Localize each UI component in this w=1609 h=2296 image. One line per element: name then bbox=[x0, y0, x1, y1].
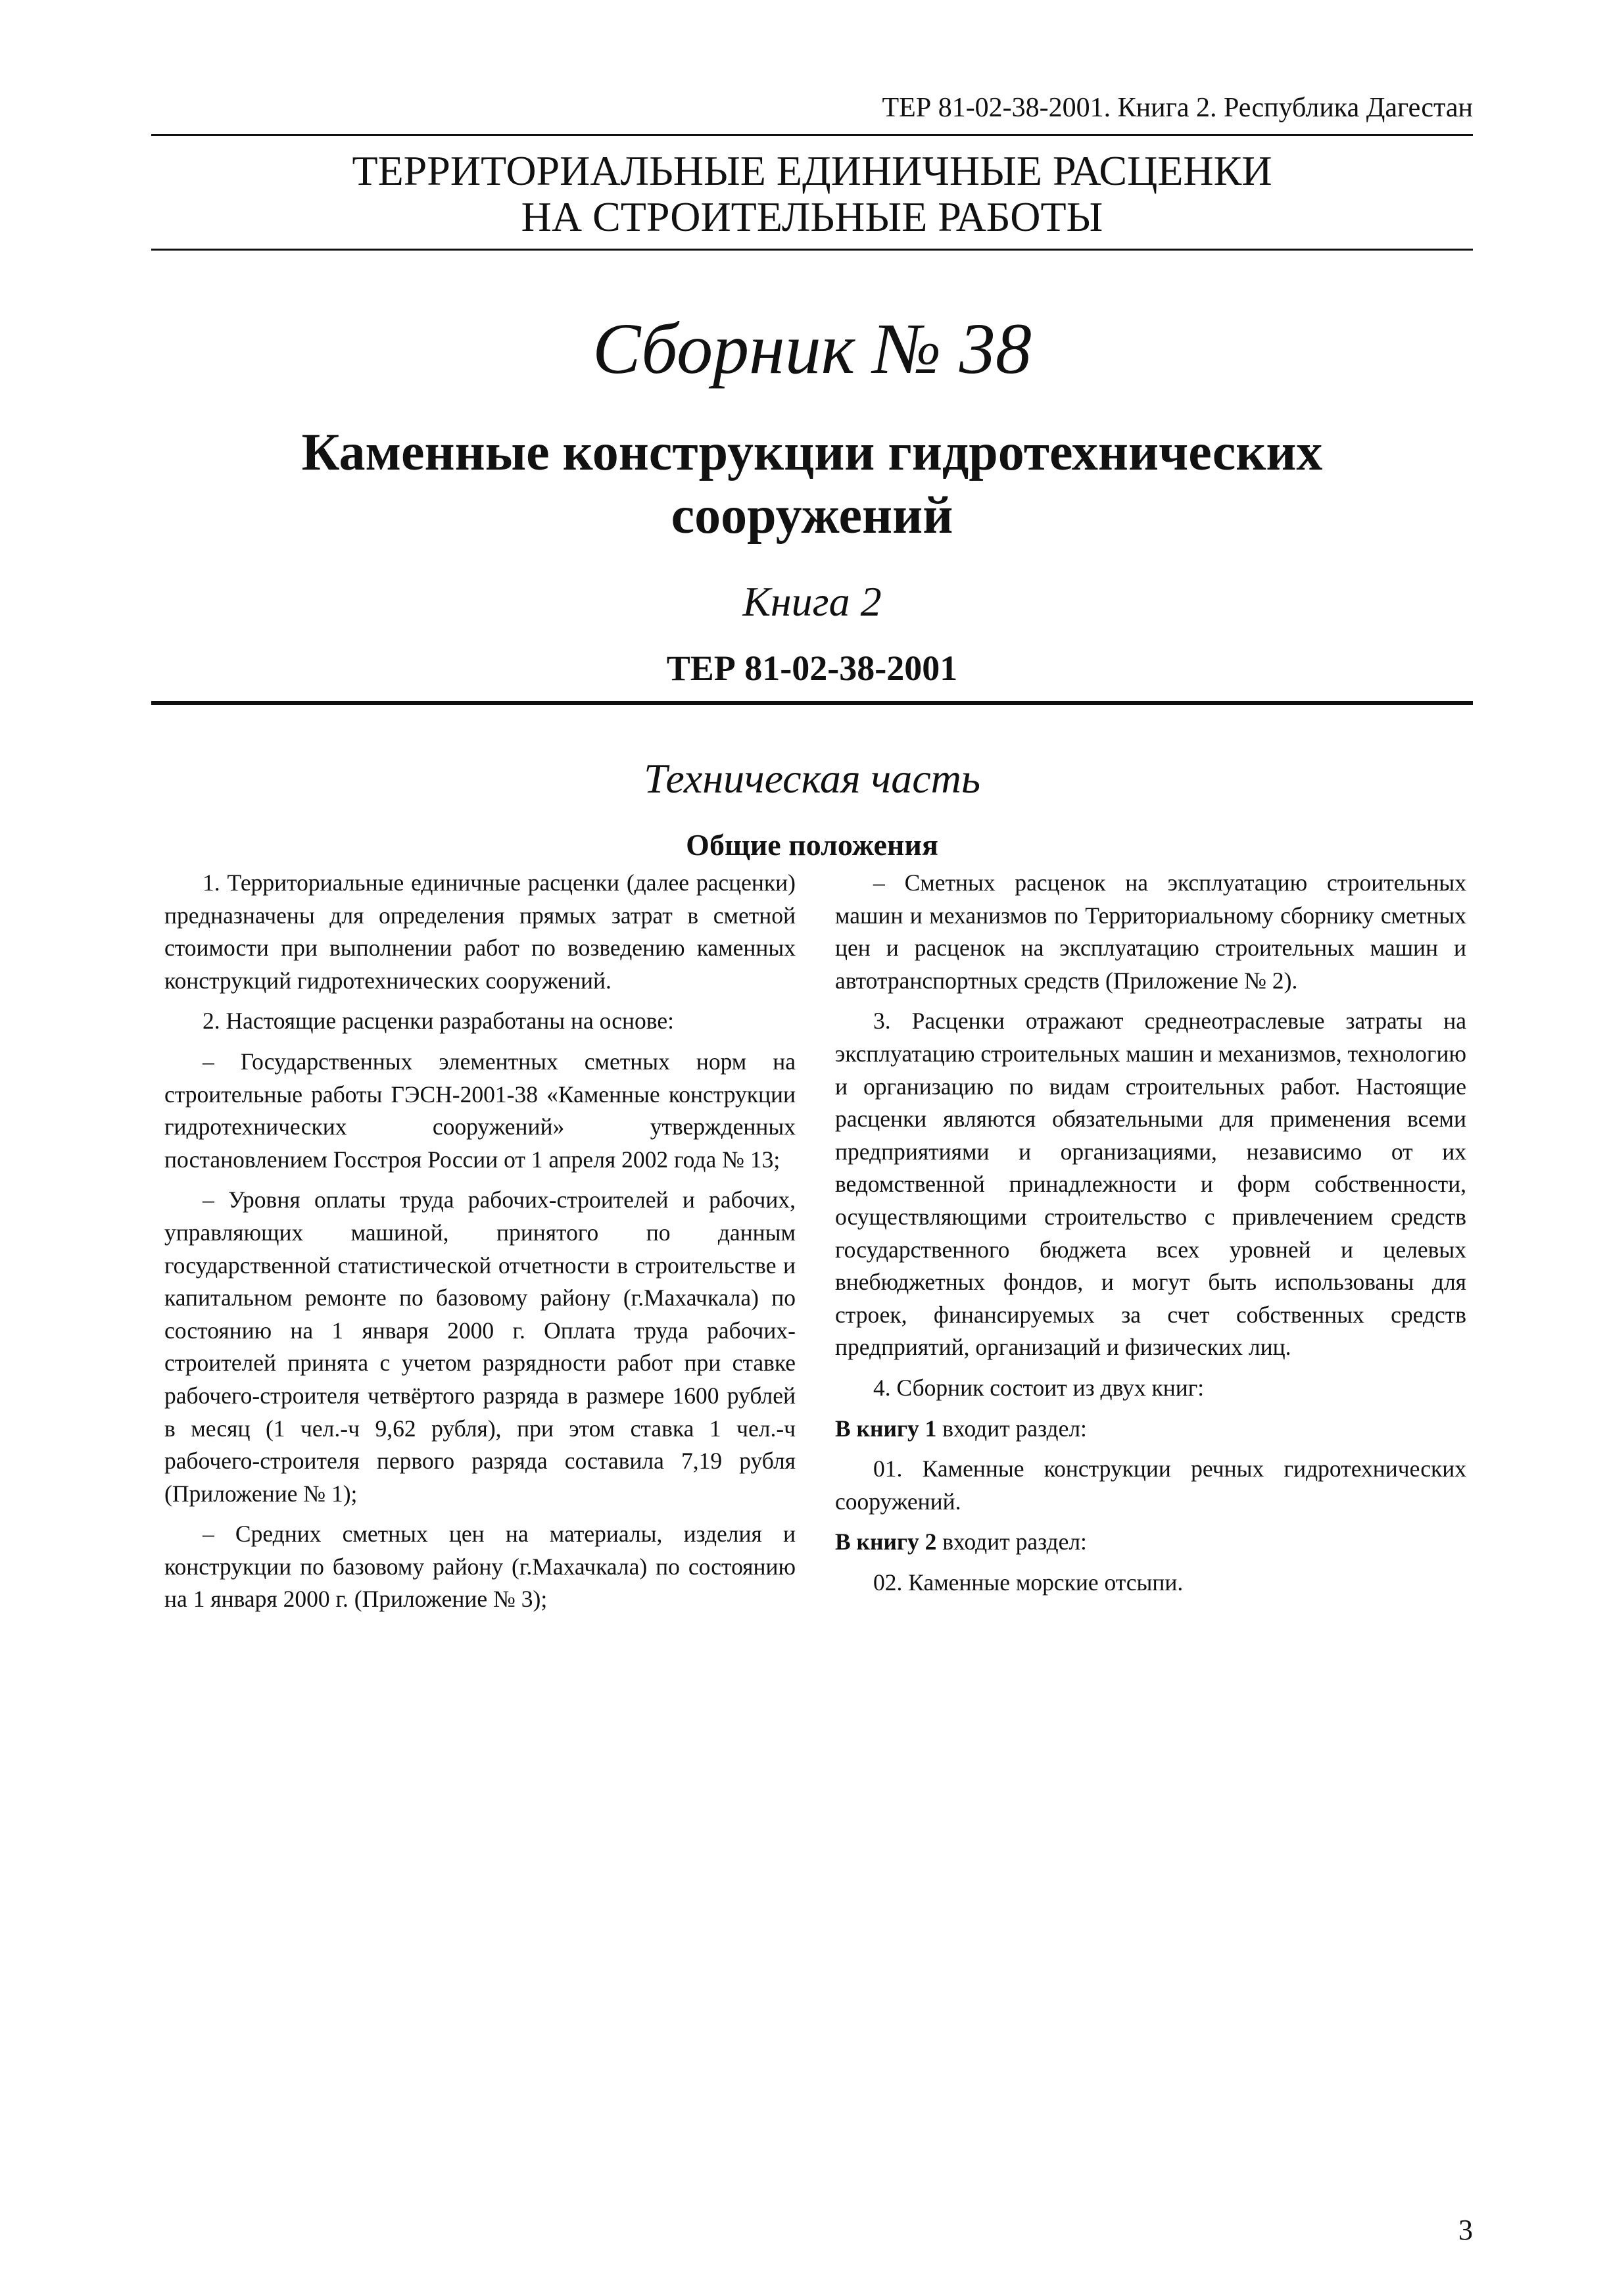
paragraph: 3. Расценки отражают среднеотраслевые затраты на эксплуатацию строительных машин и механизмов, технологию и организацию по видам строительных работ. Настоящие расценки являются обязательными для применения всеми предприятиями и организациями, независимо от их ведомственной принадлежности и форм собственности, осуществляющими строительство с привлечением средств государственного бюджета всех уровней и целевых внебюджетных фондов, и могут быть использованы для строек, финансируемых за счет собственных средств предприятий, организаций и физических лиц. bbox=[835, 1008, 1466, 1361]
book-1-text: входит раздел: bbox=[936, 1415, 1087, 1442]
subsection-title: Общие положения bbox=[686, 828, 938, 862]
code-rule bbox=[151, 701, 1473, 705]
main-title bbox=[151, 148, 1473, 240]
left-column bbox=[164, 867, 796, 1624]
book-1-label: В книгу 1 bbox=[835, 1415, 937, 1442]
book-1-section: 01. Каменные конструкции речных гидротехнических сооружений. bbox=[835, 1455, 1466, 1515]
right-column bbox=[835, 867, 1466, 1607]
paragraph: – Средних сметных цен на материалы, изделия и конструкции по базовому району (г.Махачкала) по состоянию на 1 января 2000 г. (Приложение № 3); bbox=[164, 1521, 796, 1613]
paragraph: 1. Территориальные единичные расценки (далее расценки) предназначены для определения прямых затрат в сметной стоимости при выполнении работ по возведению каменных конструкций гидротехнических сооружений. bbox=[164, 869, 796, 994]
book-2-text: входит раздел: bbox=[936, 1528, 1087, 1555]
main-title-line-2: НА СТРОИТЕЛЬНЫЕ РАБОТЫ bbox=[521, 193, 1103, 240]
paragraph: – Сметных расценок на эксплуатацию строительных машин и механизмов по Территориальному сборнику сметных цен и расценок на эксплуатацию строительных машин и автотранспортных средств (Приложение № 2). bbox=[835, 869, 1466, 994]
header-rule bbox=[151, 134, 1473, 136]
subject-line-2: сооружений bbox=[671, 487, 953, 545]
running-header: ТЕР 81-02-38-2001. Книга 2. Республика Дагестан bbox=[882, 93, 1473, 123]
paragraph: 2. Настоящие расценки разработаны на основе: bbox=[203, 1008, 674, 1035]
document-code: ТЕР 81-02-38-2001 bbox=[666, 648, 958, 688]
section-title: Техническая часть bbox=[644, 755, 980, 802]
subject-line-1: Каменные конструкции гидротехнических bbox=[301, 424, 1323, 481]
book-2-line bbox=[835, 1526, 1466, 1559]
book-label: Книга 2 bbox=[742, 578, 882, 625]
main-title-line-1: ТЕРРИТОРИАЛЬНЫЕ ЕДИНИЧНЫЕ РАСЦЕНКИ bbox=[352, 147, 1272, 194]
book-1-line bbox=[835, 1413, 1466, 1446]
book-2-section: 02. Каменные морские отсыпи. bbox=[873, 1569, 1184, 1596]
book-2-label: В книгу 2 bbox=[835, 1528, 937, 1555]
paragraph: – Государственных элементных сметных норм на строительные работы ГЭСН-2001-38 «Каменные конструкции гидротехнических сооружений» утвержденных постановлением Госстроя России от 1 апреля 2002 года № 13; bbox=[164, 1048, 796, 1173]
paragraph: – Уровня оплаты труда рабочих-строителей и рабочих, управляющих машиной, принятого по данным государственной статистической отчетности в строительстве и капитальном ремонте по базовому району (г.Махачкала) по состоянию на 1 января 2000 г. Оплата труда рабочих-строителей принята с учетом разрядности работ при ставке рабочего-строителя четвёртого разряда в размере 1600 рублей в месяц (1 чел.-ч 9,62 рубля), при этом ставка 1 чел.-ч рабочего-строителя первого разряда составила 7,19 рубля (Приложение № 1); bbox=[164, 1186, 796, 1507]
subject-title bbox=[151, 421, 1473, 547]
paragraph: 4. Сборник состоит из двух книг: bbox=[873, 1374, 1205, 1401]
collection-title: Сборник № 38 bbox=[592, 308, 1032, 389]
page-number: 3 bbox=[1458, 2214, 1473, 2246]
title-rule bbox=[151, 249, 1473, 251]
